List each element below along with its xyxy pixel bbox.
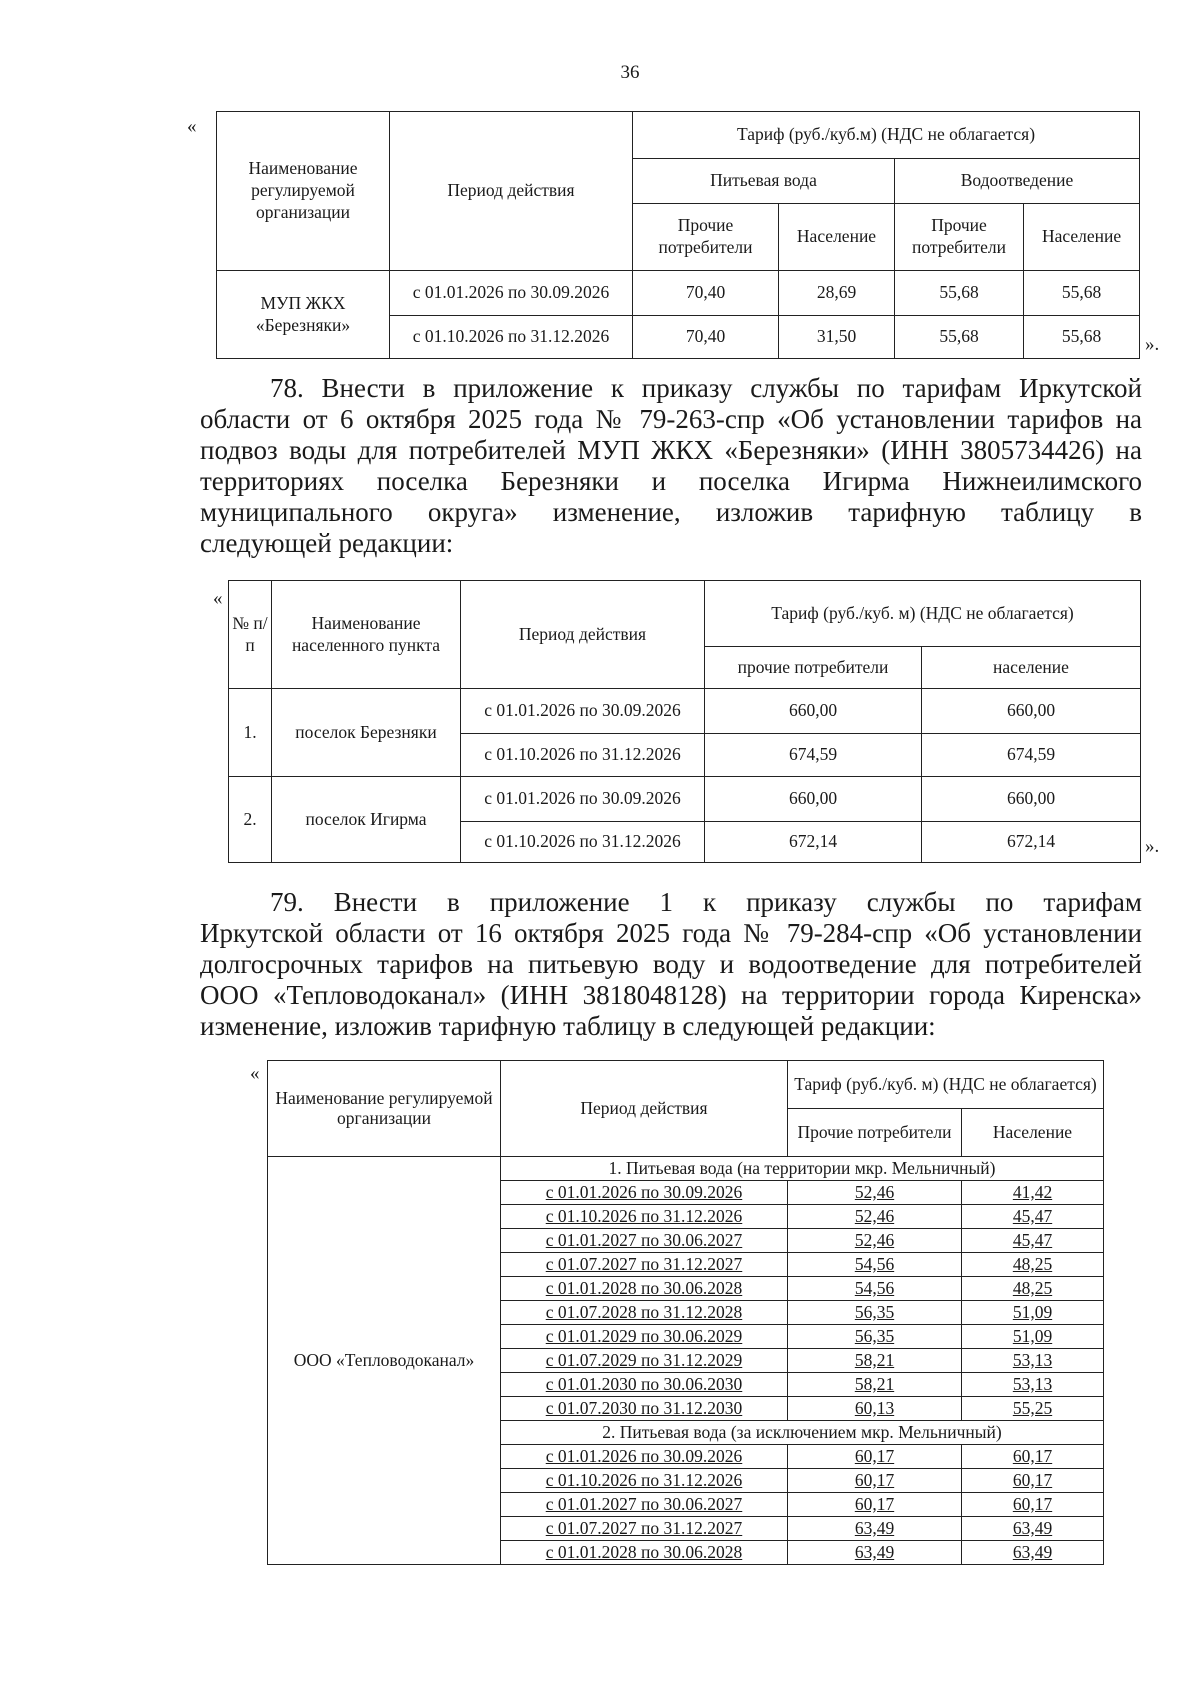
- period-cell: с 01.01.2029 по 30.06.2029: [501, 1325, 788, 1349]
- value-cell: 63,49: [962, 1541, 1104, 1565]
- value-cell: 660,00: [922, 777, 1141, 822]
- page-number: 36: [620, 62, 640, 83]
- header-tariff: Тариф (руб./куб. м) (НДС не облагается): [788, 1061, 1104, 1109]
- settlement-name: поселок Березняки: [272, 689, 461, 777]
- value-cell: 55,68: [1024, 316, 1140, 359]
- header-sewage-other: Прочие потребители: [895, 204, 1024, 271]
- row-number: 2.: [229, 777, 272, 863]
- header-settlement: Наименование населенного пункта: [272, 581, 461, 689]
- value-cell: 63,49: [962, 1517, 1104, 1541]
- table-row: [229, 777, 1141, 822]
- value-cell: 60,17: [962, 1469, 1104, 1493]
- table-row: [229, 689, 1141, 734]
- header-population: население: [922, 647, 1141, 689]
- period-cell: с 01.07.2028 по 31.12.2028: [501, 1301, 788, 1325]
- close-quote-1: ».: [1145, 334, 1160, 355]
- period-cell: с 01.10.2026 по 31.12.2026: [501, 1205, 788, 1229]
- header-other: прочие потребители: [705, 647, 922, 689]
- value-cell: 41,42: [962, 1181, 1104, 1205]
- period-cell: с 01.07.2029 по 31.12.2029: [501, 1349, 788, 1373]
- open-quote-3: «: [250, 1063, 260, 1084]
- header-other: Прочие потребители: [788, 1109, 962, 1157]
- header-tariff: Тариф (руб./куб.м) (НДС не облагается): [633, 112, 1140, 159]
- paragraph-line: подвоз воды для потребителей МУП ЖКХ «Березняки» (ИНН 3805734426) на: [200, 435, 1142, 465]
- value-cell: 674,59: [705, 734, 922, 777]
- settlement-name: поселок Игирма: [272, 777, 461, 863]
- period-cell: с 01.10.2026 по 31.12.2026: [501, 1469, 788, 1493]
- value-cell: 51,09: [962, 1325, 1104, 1349]
- header-tariff: Тариф (руб./куб. м) (НДС не облагается): [705, 581, 1141, 647]
- org-name: МУП ЖКХ «Березняки»: [217, 271, 390, 359]
- tariff-table-water-delivery: [228, 580, 1141, 863]
- section-title: 1. Питьевая вода (на территории мкр. Мельничный): [501, 1157, 1104, 1181]
- open-quote-1: «: [187, 116, 197, 137]
- header-population: Население: [962, 1109, 1104, 1157]
- value-cell: 52,46: [788, 1181, 962, 1205]
- value-cell: 660,00: [705, 689, 922, 734]
- period-cell: с 01.07.2027 по 31.12.2027: [501, 1253, 788, 1277]
- value-cell: 45,47: [962, 1229, 1104, 1253]
- period-cell: с 01.10.2026 по 31.12.2026: [461, 734, 705, 777]
- period-cell: с 01.10.2026 по 31.12.2026: [390, 316, 633, 359]
- period-cell: с 01.01.2028 по 30.06.2028: [501, 1541, 788, 1565]
- header-period: Период действия: [390, 112, 633, 271]
- value-cell: 60,17: [962, 1493, 1104, 1517]
- header-period: Период действия: [461, 581, 705, 689]
- value-cell: 63,49: [788, 1517, 962, 1541]
- period-cell: с 01.01.2026 по 30.09.2026: [501, 1181, 788, 1205]
- row-number: 1.: [229, 689, 272, 777]
- close-quote-2: ».: [1145, 836, 1160, 857]
- period-cell: с 01.01.2026 по 30.09.2026: [461, 777, 705, 822]
- period-cell: с 01.10.2026 по 31.12.2026: [461, 822, 705, 863]
- paragraph-line: долгосрочных тарифов на питьевую воду и водоотведение для потребителей: [200, 949, 1142, 979]
- value-cell: 674,59: [922, 734, 1141, 777]
- value-cell: 60,17: [788, 1493, 962, 1517]
- header-water-other: Прочие потребители: [633, 204, 779, 271]
- header-org: Наименование регулируемой организации: [268, 1061, 501, 1157]
- paragraph-line: 78. Внести в приложение к приказу службы по тарифам Иркутской: [270, 373, 1142, 403]
- value-cell: 672,14: [705, 822, 922, 863]
- paragraph-line: изменение, изложив тарифную таблицу в следующей редакции:: [200, 1011, 936, 1041]
- paragraph-line: Иркутской области от 16 октября 2025 года № 79-284-спр «Об установлении: [200, 918, 1142, 948]
- header-sewage: Водоотведение: [895, 159, 1140, 204]
- period-cell: с 01.01.2027 по 30.06.2027: [501, 1229, 788, 1253]
- value-cell: 51,09: [962, 1301, 1104, 1325]
- header-water: Питьевая вода: [633, 159, 895, 204]
- value-cell: 63,49: [788, 1541, 962, 1565]
- period-cell: с 01.01.2026 по 30.09.2026: [501, 1445, 788, 1469]
- value-cell: 56,35: [788, 1325, 962, 1349]
- header-num: № п/п: [229, 581, 272, 689]
- value-cell: 55,68: [895, 271, 1024, 316]
- value-cell: 58,21: [788, 1349, 962, 1373]
- value-cell: 70,40: [633, 271, 779, 316]
- value-cell: 60,13: [788, 1397, 962, 1421]
- paragraph-line: области от 6 октября 2025 года № 79-263-спр «Об установлении тарифов на: [200, 404, 1142, 434]
- value-cell: 31,50: [779, 316, 895, 359]
- value-cell: 54,56: [788, 1277, 962, 1301]
- period-cell: с 01.01.2027 по 30.06.2027: [501, 1493, 788, 1517]
- value-cell: 58,21: [788, 1373, 962, 1397]
- value-cell: 56,35: [788, 1301, 962, 1325]
- value-cell: 48,25: [962, 1277, 1104, 1301]
- value-cell: 60,17: [962, 1445, 1104, 1469]
- value-cell: 70,40: [633, 316, 779, 359]
- period-cell: с 01.01.2030 по 30.06.2030: [501, 1373, 788, 1397]
- value-cell: 60,17: [788, 1445, 962, 1469]
- header-org: Наименование регулируемой организации: [217, 112, 390, 271]
- period-cell: с 01.01.2026 по 30.09.2026: [390, 271, 633, 316]
- period-cell: с 01.01.2028 по 30.06.2028: [501, 1277, 788, 1301]
- value-cell: 54,56: [788, 1253, 962, 1277]
- header-sewage-population: Население: [1024, 204, 1140, 271]
- period-cell: с 01.07.2027 по 31.12.2027: [501, 1517, 788, 1541]
- header-period: Период действия: [501, 1061, 788, 1157]
- paragraph-line: территориях поселка Березняки и поселка Игирма Нижнеилимского: [200, 466, 1142, 496]
- paragraph-line: ООО «Тепловодоканал» (ИНН 3818048128) на территории города Киренска»: [200, 980, 1142, 1010]
- value-cell: 660,00: [705, 777, 922, 822]
- value-cell: 55,68: [1024, 271, 1140, 316]
- org-name: ООО «Тепловодоканал»: [268, 1157, 501, 1565]
- value-cell: 52,46: [788, 1205, 962, 1229]
- value-cell: 48,25: [962, 1253, 1104, 1277]
- value-cell: 672,14: [922, 822, 1141, 863]
- tariff-table-teplovodokanal: [267, 1060, 1104, 1565]
- period-cell: с 01.07.2030 по 31.12.2030: [501, 1397, 788, 1421]
- paragraph-line: 79. Внести в приложение 1 к приказу службы по тарифам: [270, 887, 1142, 917]
- table-row: [217, 271, 1140, 316]
- open-quote-2: «: [213, 588, 223, 609]
- value-cell: 60,17: [788, 1469, 962, 1493]
- value-cell: 45,47: [962, 1205, 1104, 1229]
- paragraph-line: следующей редакции:: [200, 528, 454, 558]
- value-cell: 55,25: [962, 1397, 1104, 1421]
- period-cell: с 01.01.2026 по 30.09.2026: [461, 689, 705, 734]
- value-cell: 55,68: [895, 316, 1024, 359]
- section-title: 2. Питьевая вода (за исключением мкр. Мельничный): [501, 1421, 1104, 1445]
- value-cell: 53,13: [962, 1349, 1104, 1373]
- value-cell: 660,00: [922, 689, 1141, 734]
- header-water-population: Население: [779, 204, 895, 271]
- value-cell: 53,13: [962, 1373, 1104, 1397]
- tariff-table-berezniaki: [216, 111, 1140, 359]
- value-cell: 52,46: [788, 1229, 962, 1253]
- paragraph-79: [200, 887, 1142, 1042]
- paragraph-line: муниципального округа» изменение, изложив тарифную таблицу в: [200, 497, 1142, 527]
- paragraph-78: [200, 373, 1142, 559]
- value-cell: 28,69: [779, 271, 895, 316]
